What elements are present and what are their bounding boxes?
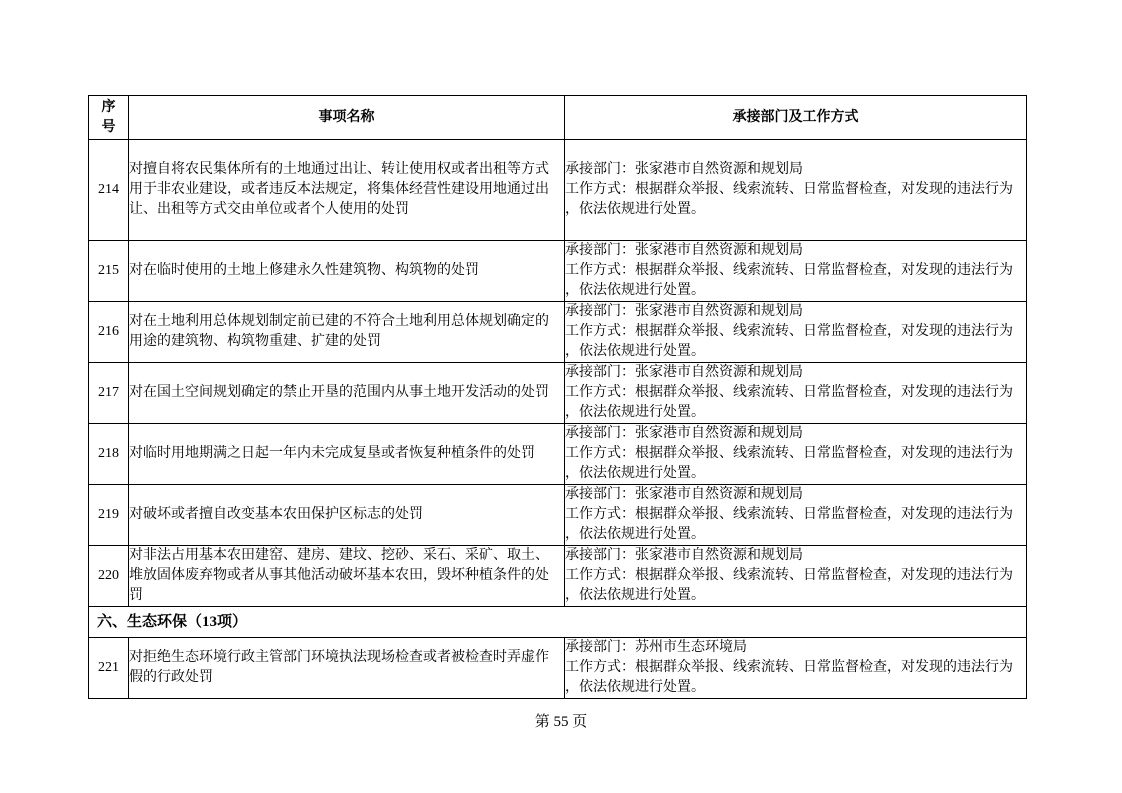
item-name-line: 堆放固体废弃物或者从事其他活动破坏基本农田，毁坏种植条件的处 xyxy=(129,568,549,583)
header-index-line: 序 xyxy=(101,99,116,115)
department-line: 承接部门：张家港市自然资源和规划局 xyxy=(565,426,803,441)
item-name xyxy=(129,302,565,363)
department-method xyxy=(565,546,1027,607)
table-row xyxy=(89,424,1027,485)
department-line: 承接部门：张家港市自然资源和规划局 xyxy=(565,304,803,319)
table-row xyxy=(89,363,1027,424)
method-line: 工作方式：根据群众举报、线索流转、日常监督检查，对发现的违法行为 xyxy=(565,385,1013,400)
item-name xyxy=(129,424,565,485)
method-line: 工作方式：根据群众举报、线索流转、日常监督检查，对发现的违法行为 xyxy=(565,446,1013,461)
method-line: ，依法依规进行处置。 xyxy=(565,405,705,420)
department-method xyxy=(565,302,1027,363)
header-item-name: 事项名称 xyxy=(129,96,565,140)
header-index xyxy=(89,96,129,140)
department-line: 承接部门：苏州市生态环境局 xyxy=(565,640,747,655)
row-number: 215 xyxy=(89,241,129,302)
item-name-line: 对拒绝生态环境行政主管部门环境执法现场检查或者被检查时弄虚作 xyxy=(129,650,549,665)
item-name xyxy=(129,241,565,302)
item-name xyxy=(129,485,565,546)
header-index-line: 号 xyxy=(101,119,116,135)
method-line: 工作方式：根据群众举报、线索流转、日常监督检查，对发现的违法行为 xyxy=(565,324,1013,339)
method-line: 工作方式：根据群众举报、线索流转、日常监督检查，对发现的违法行为 xyxy=(565,507,1013,522)
item-name-line: 对在国土空间规划确定的禁止开垦的范围内从事土地开发活动的处罚 xyxy=(129,385,549,400)
table-row xyxy=(89,485,1027,546)
item-name-line: 罚 xyxy=(129,588,143,603)
section-title: 六、生态环保（13项） xyxy=(89,607,1027,638)
row-number: 216 xyxy=(89,302,129,363)
page-number: 第 55 页 xyxy=(534,714,588,730)
method-line: ，依法依规进行处置。 xyxy=(565,283,705,298)
method-line: ，依法依规进行处置。 xyxy=(565,466,705,481)
department-method xyxy=(565,638,1027,699)
table-row xyxy=(89,302,1027,363)
item-name xyxy=(129,140,565,241)
item-name xyxy=(129,363,565,424)
department-method xyxy=(565,241,1027,302)
department-method xyxy=(565,140,1027,241)
method-line: ，依法依规进行处置。 xyxy=(565,527,705,542)
department-method xyxy=(565,424,1027,485)
item-name-line: 用途的建筑物、构筑物重建、扩建的处罚 xyxy=(129,334,381,349)
method-line: 工作方式：根据群众举报、线索流转、日常监督检查，对发现的违法行为 xyxy=(565,660,1013,675)
method-line: 工作方式：根据群众举报、线索流转、日常监督检查，对发现的违法行为 xyxy=(565,182,1013,197)
section-heading-row xyxy=(89,607,1027,638)
department-line: 承接部门：张家港市自然资源和规划局 xyxy=(565,365,803,380)
method-line: 工作方式：根据群众举报、线索流转、日常监督检查，对发现的违法行为 xyxy=(565,568,1013,583)
item-name-line: 对临时用地期满之日起一年内未完成复垦或者恢复种植条件的处罚 xyxy=(129,446,535,461)
row-number: 214 xyxy=(89,140,129,241)
item-name-line: 对破坏或者擅自改变基本农田保护区标志的处罚 xyxy=(129,507,423,522)
table-row xyxy=(89,546,1027,607)
method-line: ，依法依规进行处置。 xyxy=(565,680,705,695)
row-number: 219 xyxy=(89,485,129,546)
table-header-row xyxy=(89,96,1027,140)
row-number: 217 xyxy=(89,363,129,424)
item-name-line: 对擅自将农民集体所有的土地通过出让、转让使用权或者出租等方式 xyxy=(129,162,549,177)
method-line: ，依法依规进行处置。 xyxy=(565,344,705,359)
item-name-line: 让、出租等方式交由单位或者个人使用的处罚 xyxy=(129,202,409,217)
table-row xyxy=(89,140,1027,241)
items-table xyxy=(88,95,1027,699)
table-row xyxy=(89,241,1027,302)
item-name xyxy=(129,638,565,699)
item-name-line: 用于非农业建设，或者违反本法规定，将集体经营性建设用地通过出 xyxy=(129,182,549,197)
header-department-method: 承接部门及工作方式 xyxy=(565,96,1027,140)
department-line: 承接部门：张家港市自然资源和规划局 xyxy=(565,487,803,502)
item-name-line: 对非法占用基本农田建窑、建房、建坟、挖砂、采石、采矿、取土、 xyxy=(129,548,549,563)
method-line: 工作方式：根据群众举报、线索流转、日常监督检查，对发现的违法行为 xyxy=(565,263,1013,278)
department-line: 承接部门：张家港市自然资源和规划局 xyxy=(565,243,803,258)
row-number: 220 xyxy=(89,546,129,607)
department-line: 承接部门：张家港市自然资源和规划局 xyxy=(565,548,803,563)
department-method xyxy=(565,363,1027,424)
item-name xyxy=(129,546,565,607)
method-line: ，依法依规进行处置。 xyxy=(565,588,705,603)
item-name-line: 假的行政处罚 xyxy=(129,670,213,685)
item-name-line: 对在临时使用的土地上修建永久性建筑物、构筑物的处罚 xyxy=(129,263,479,278)
row-number: 221 xyxy=(89,638,129,699)
department-line: 承接部门：张家港市自然资源和规划局 xyxy=(565,162,803,177)
row-number: 218 xyxy=(89,424,129,485)
table-row xyxy=(89,638,1027,699)
department-method xyxy=(565,485,1027,546)
item-name-line: 对在土地利用总体规划制定前已建的不符合土地利用总体规划确定的 xyxy=(129,314,549,329)
method-line: ，依法依规进行处置。 xyxy=(565,202,705,217)
